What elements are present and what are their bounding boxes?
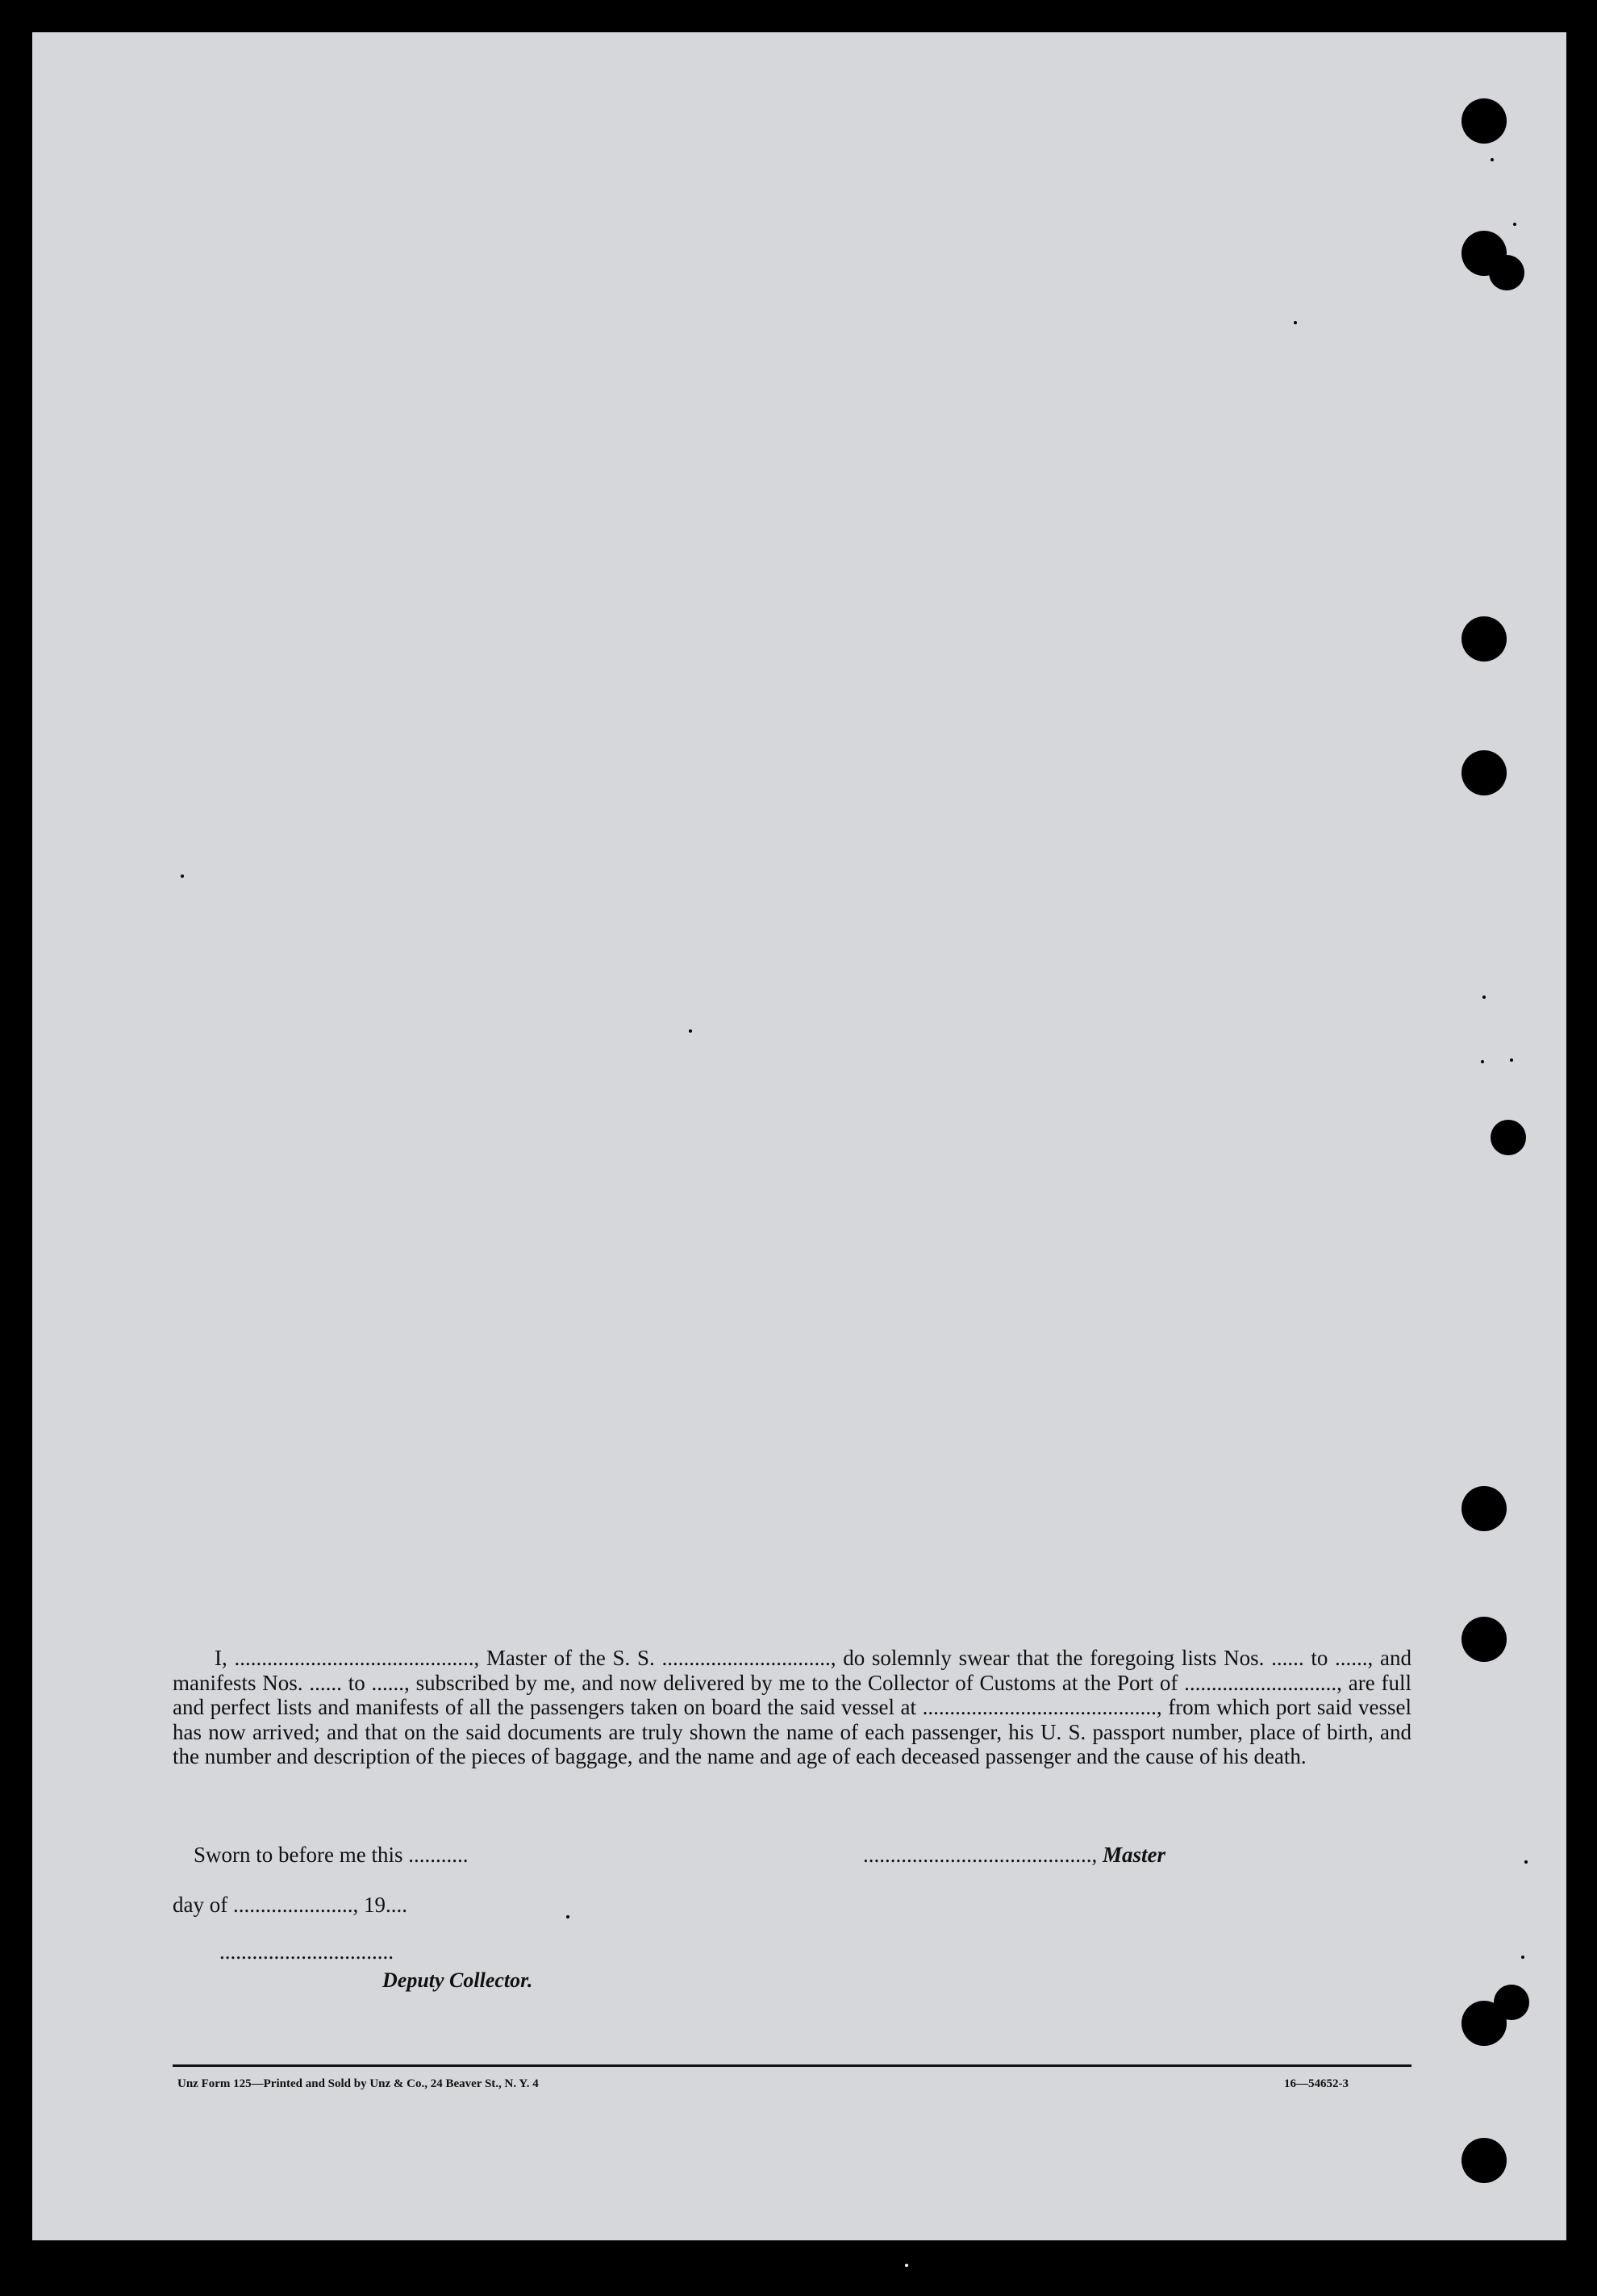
punch-hole <box>1461 616 1507 662</box>
master-label: Master <box>1103 1843 1166 1867</box>
speck <box>689 1029 692 1033</box>
punch-hole <box>1461 750 1507 795</box>
printer-imprint: Unz Form 125—Printed and Sold by Unz & Co., 24 Beaver St., N. Y. 4 <box>177 2077 539 2090</box>
punch-hole <box>1461 2001 1507 2046</box>
form-sheet <box>32 32 1566 2240</box>
punch-hole <box>1461 98 1507 144</box>
deputy-signature-dots: ................................ <box>219 1939 394 1964</box>
speck <box>1481 1060 1484 1063</box>
punch-hole <box>1461 1486 1507 1531</box>
speck <box>1524 1860 1528 1864</box>
footer-rule <box>173 2064 1411 2067</box>
speck <box>1482 996 1486 999</box>
speck <box>1294 321 1297 324</box>
oath-paragraph: I, ............................................, Master of the S. S. ..............................., do solemnly swear that the foregoing lists Nos. ...... to ......, and manifests Nos. ...... to ......, subscribed by me, and now delivered by me to the Collector of Customs at the Port of ............................, are full and perfect lists and manifests of all the passengers taken on board the said vessel at ..........................................., from which port said vessel has now arrived; and that on the said documents are truly shown the name of each passenger, his U. S. passport number, place of birth, and the number and description of the pieces of baggage, and the name and age of each deceased passenger and the cause of his death. <box>173 1646 1411 1768</box>
master-dots: .........................................., <box>863 1843 1098 1867</box>
speck <box>1513 223 1516 226</box>
speck <box>566 1915 569 1918</box>
speck <box>1491 158 1494 161</box>
speck <box>905 2264 908 2267</box>
speck <box>181 875 184 878</box>
day-line: day of ......................, 19.... <box>173 1893 407 1917</box>
sworn-line: Sworn to before me this ........... <box>194 1843 469 1867</box>
punch-hole <box>1491 1120 1526 1155</box>
form-number: 16—54652-3 <box>1284 2077 1349 2090</box>
punch-hole <box>1489 255 1524 290</box>
punch-hole <box>1461 1617 1507 1662</box>
speck <box>1521 1956 1524 1959</box>
speck <box>1510 1058 1513 1062</box>
punch-hole <box>1461 2138 1507 2183</box>
deputy-collector-label: Deputy Collector. <box>382 1968 533 1992</box>
master-signature-line <box>863 1843 1165 1868</box>
